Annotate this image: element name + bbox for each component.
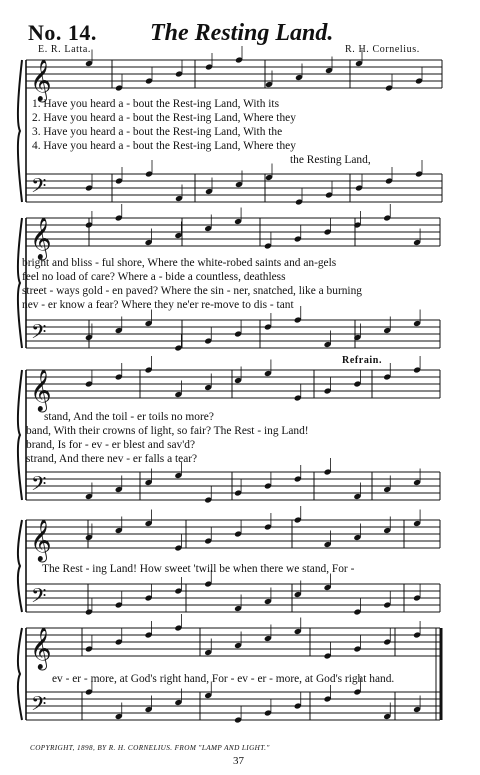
hymn-title: The Resting Land.: [150, 20, 334, 46]
treble-clef-icon: 𝄞: [30, 368, 52, 411]
lyric-line: 3. Have you heard a - bout the Rest-ing Land, With the: [32, 126, 283, 138]
lyric-line: brand, Is for - ev - er blest and sav'd?: [26, 439, 196, 451]
lyric-line: nev - er know a fear? Where they ne'er re-move to dis - tant: [22, 299, 294, 311]
bass-clef-icon: 𝄢: [31, 692, 47, 720]
lyric-line: 4. Have you heard a - bout the Rest-ing Land, Where they: [32, 140, 296, 152]
lyric-line: street - ways gold - en paved? Where the sin - ner, snatched, like a burning: [22, 285, 362, 297]
page-number: 37: [233, 755, 244, 767]
system-brace: [18, 628, 22, 720]
lyric-line: feel no load of care? Where a - bide a countless, deathless: [22, 271, 286, 283]
system-brace: [18, 520, 22, 612]
bass-clef-icon: 𝄢: [31, 174, 47, 202]
lyric-line: The Rest - ing Land! How sweet 'twill be when there we stand, For -: [42, 563, 355, 575]
treble-clef-icon: 𝄞: [30, 626, 52, 669]
lyric-line: ev - er - more, at God's right hand, For - ev - er - more, at God's right hand.: [52, 673, 395, 685]
system-brace: [18, 370, 22, 500]
lyric-line: 2. Have you heard a - bout the Rest-ing Land, Where they: [32, 112, 296, 124]
system-brace: [18, 60, 22, 202]
hymn-number: No. 14.: [28, 20, 97, 45]
composer-credit: R. H. Cornelius.: [345, 44, 420, 55]
treble-clef-icon: 𝄞: [30, 518, 52, 561]
refrain-label: Refrain.: [342, 355, 383, 366]
bass-clef-icon: 𝄢: [31, 320, 47, 348]
treble-clef-icon: 𝄞: [30, 58, 52, 101]
lyric-line: strand, And there nev - er falls a tear?: [26, 453, 198, 465]
bass-clef-icon: 𝄢: [31, 472, 47, 500]
lyric-line: bright and bliss - ful shore, Where the white-robed saints and an-gels: [22, 257, 337, 269]
lyric-line: the Resting Land,: [290, 154, 371, 166]
lyric-line: 1. Have you heard a - bout the Rest-ing Land, With its: [32, 98, 280, 110]
lyric-line: stand, And the toil - er toils no more?: [44, 411, 214, 423]
lyricist-credit: E. R. Latta.: [38, 44, 92, 55]
copyright-notice: COPYRIGHT, 1898, BY R. H. CORNELIUS. FROM "LAMP AND LIGHT.": [30, 744, 270, 752]
lyric-line: band, With their crowns of light, so fair? The Rest - ing Land!: [26, 425, 309, 437]
treble-clef-icon: 𝄞: [30, 216, 52, 259]
bass-clef-icon: 𝄢: [31, 584, 47, 612]
